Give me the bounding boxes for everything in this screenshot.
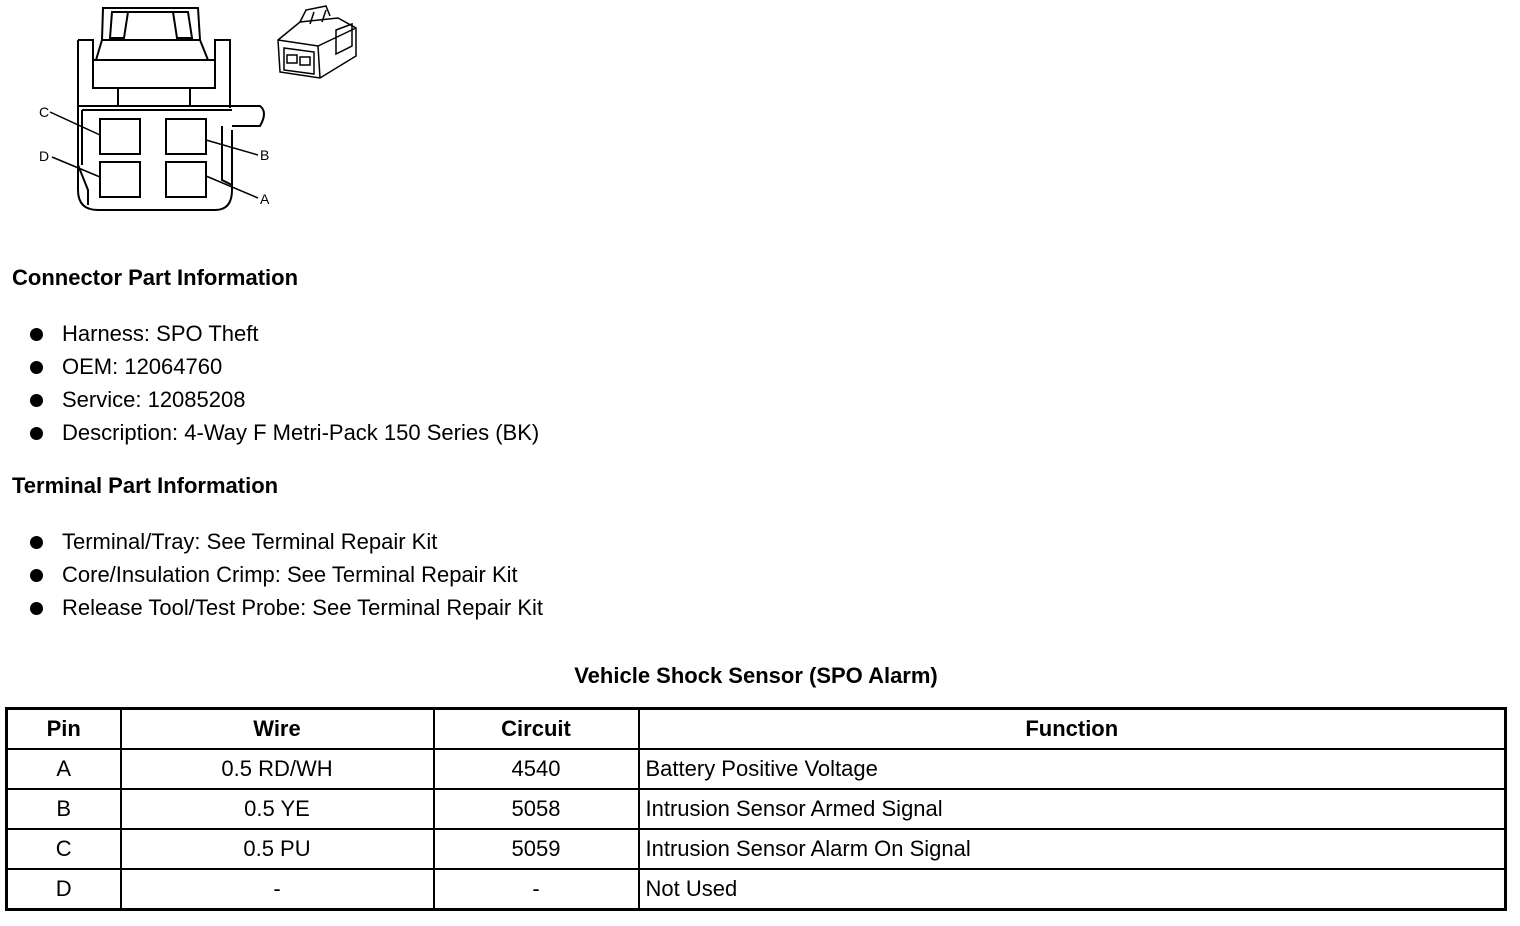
list-item [28,558,543,591]
cell-circuit: 5058 [434,789,639,829]
table-row [7,869,1506,910]
connector-part-list [28,317,539,449]
cell-pin: C [7,829,121,869]
table-header-row [7,709,1506,750]
connector-diagram [0,0,380,220]
cell-function: Battery Positive Voltage [639,749,1506,789]
list-item-text: OEM: 12064760 [62,354,223,379]
cell-pin: D [7,869,121,910]
cell-circuit: 5059 [434,829,639,869]
list-item-text: Core/Insulation Crimp: See Terminal Repair Kit [62,562,518,587]
pin-label-c: C [39,104,50,120]
table-row [7,749,1506,789]
connector-part-heading: Connector Part Information [12,265,299,290]
cell-wire: 0.5 YE [121,789,434,829]
list-item-text: Service: 12085208 [62,387,246,412]
list-item-text: Description: 4-Way F Metri-Pack 150 Series (BK) [62,420,540,445]
table-row [7,829,1506,869]
bullet-icon [30,328,43,341]
pin-label-b: B [260,147,270,163]
bullet-icon [30,427,43,440]
column-header-pin: Pin [7,709,121,750]
list-item [28,525,543,558]
cell-pin: B [7,789,121,829]
terminal-part-heading: Terminal Part Information [12,473,279,498]
pin-label-d: D [39,148,50,164]
bullet-icon [30,361,43,374]
column-header-wire: Wire [121,709,434,750]
cell-circuit: - [434,869,639,910]
pin-label-a: A [260,191,270,207]
table-row [7,789,1506,829]
list-item-text: Terminal/Tray: See Terminal Repair Kit [62,529,438,554]
list-item-text: Release Tool/Test Probe: See Terminal Repair Kit [62,595,543,620]
connector-isometric-image [278,6,356,78]
list-item [28,350,539,383]
bullet-icon [30,394,43,407]
terminal-part-list [28,525,543,624]
list-item [28,383,539,416]
cell-wire: - [121,869,434,910]
cell-function: Intrusion Sensor Armed Signal [639,789,1506,829]
cell-function: Intrusion Sensor Alarm On Signal [639,829,1506,869]
bullet-icon [30,569,43,582]
bullet-icon [30,602,43,615]
cell-pin: A [7,749,121,789]
column-header-circuit: Circuit [434,709,639,750]
list-item [28,416,539,449]
cell-wire: 0.5 PU [121,829,434,869]
list-item-text: Harness: SPO Theft [62,321,259,346]
list-item [28,317,539,350]
column-header-function: Function [639,709,1506,750]
list-item [28,591,543,624]
cell-function: Not Used [639,869,1506,910]
table-title: Vehicle Shock Sensor (SPO Alarm) [574,663,938,688]
bullet-icon [30,536,43,549]
cell-wire: 0.5 RD/WH [121,749,434,789]
cell-circuit: 4540 [434,749,639,789]
pinout-table [5,707,1507,911]
